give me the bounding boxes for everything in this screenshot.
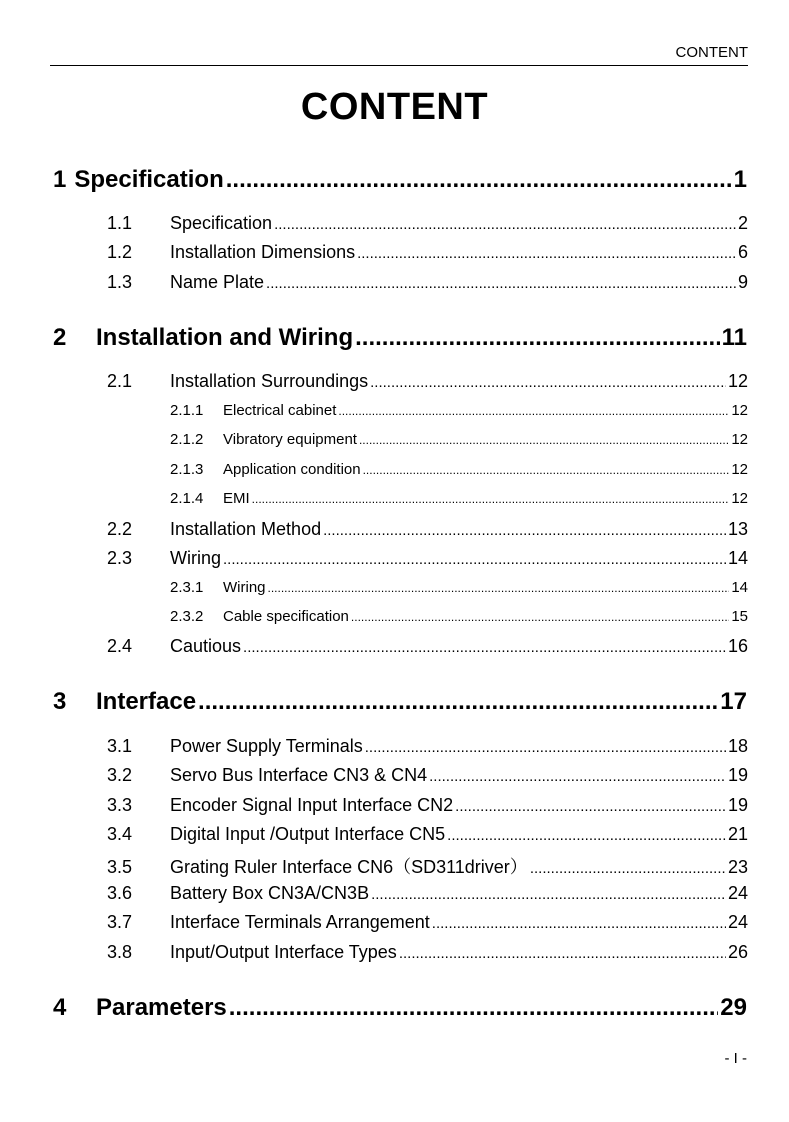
toc-leader (370, 374, 726, 391)
toc-entry-title: Interface Terminals Arrangement (170, 912, 430, 932)
toc-entry[interactable] (170, 579, 748, 596)
toc-entry-page: 18 (727, 736, 748, 756)
toc-entry-page: 24 (727, 912, 748, 932)
toc-entry-page: 12 (731, 402, 748, 419)
toc-entry-title: Power Supply Terminals (170, 736, 363, 756)
toc-entry[interactable] (107, 795, 748, 816)
toc-leader (351, 610, 729, 624)
toc-entry-number: 1.1 (107, 213, 133, 233)
toc-leader (252, 492, 730, 506)
toc-entry-page: 19 (727, 795, 748, 815)
toc-entry[interactable] (107, 736, 748, 757)
toc-leader (359, 433, 729, 447)
toc-leader (323, 522, 726, 539)
toc-entry-title: Installation Method (170, 519, 322, 539)
toc-entry-number: 1.2 (107, 242, 133, 262)
toc-entry[interactable] (107, 942, 748, 963)
toc-entry-title: EMI (223, 490, 250, 507)
toc-entry-number: 3.2 (107, 765, 133, 785)
toc-entry[interactable] (107, 912, 748, 933)
toc-entry-number: 2.4 (107, 636, 133, 656)
toc-leader (266, 275, 736, 292)
toc-entry[interactable] (170, 402, 748, 419)
toc-entry-title: Vibratory equipment (223, 431, 357, 448)
toc-leader (357, 245, 736, 262)
toc-entry-number: 4 (53, 994, 67, 1021)
toc-entry-number: 2.1.4 (170, 490, 204, 507)
toc-entry-page: 12 (731, 431, 748, 448)
toc-leader (223, 551, 726, 568)
toc-entry-page: 19 (727, 765, 748, 785)
toc-entry-title: Battery Box CN3A/CN3B (170, 883, 370, 903)
page-title: CONTENT (300, 86, 489, 128)
toc-entry[interactable] (107, 242, 748, 263)
toc-entry-title: Application condition (223, 461, 361, 478)
toc-leader (455, 798, 726, 815)
toc-entry-title: Cautious (170, 636, 242, 656)
toc-entry[interactable] (53, 324, 747, 352)
toc-entry[interactable] (170, 431, 748, 448)
toc-entry-title: Servo Bus Interface CN3 & CN4 (170, 765, 428, 785)
toc-entry-page: 11 (721, 324, 747, 351)
page-number: - I - (724, 1050, 747, 1067)
toc-entry-page: 24 (727, 883, 748, 903)
toc-entry-title: Specification (170, 213, 273, 233)
toc-leader (338, 404, 729, 418)
toc-entry-number: 3 (53, 688, 67, 715)
toc-entry[interactable] (170, 608, 748, 625)
toc-entry-page: 6 (737, 242, 748, 262)
toc-entry-page: 21 (727, 824, 748, 844)
toc-entry-title: Interface (96, 688, 197, 715)
toc-entry-page: 17 (720, 688, 747, 715)
toc-leader (226, 166, 732, 194)
toc-entry[interactable] (107, 824, 748, 845)
toc-entry-page: 1 (733, 166, 747, 193)
toc-leader (198, 688, 718, 716)
toc-entry-page: 13 (727, 519, 748, 539)
toc-entry-number: 2.3 (107, 548, 133, 568)
toc-leader (274, 216, 736, 233)
toc-entry[interactable] (53, 994, 747, 1022)
toc-entry-number: 2.3.1 (170, 579, 204, 596)
toc-entry-page: 16 (727, 636, 748, 656)
toc-entry-title: Wiring (223, 579, 266, 596)
toc-entry[interactable] (107, 272, 748, 293)
toc-entry[interactable] (107, 213, 748, 234)
toc-leader (268, 581, 730, 595)
toc-leader (371, 886, 726, 903)
toc-entry-page: 12 (731, 461, 748, 478)
toc-entry[interactable] (107, 519, 748, 540)
toc-entry-title: Wiring (170, 548, 222, 568)
toc-entry-title: Installation and Wiring (96, 324, 354, 351)
toc-leader (432, 915, 726, 932)
toc-entry-title: Installation Surroundings (170, 371, 369, 391)
toc-leader (363, 463, 730, 477)
running-header: CONTENT (675, 44, 748, 61)
toc-entry-page: 9 (737, 272, 748, 292)
toc-entry[interactable] (170, 490, 748, 507)
toc-entry-title: Specification (74, 166, 224, 193)
toc-entry-title: Parameters (96, 994, 227, 1021)
toc-entry-title: Installation Dimensions (170, 242, 356, 262)
toc-entry-title: Electrical cabinet (223, 402, 337, 419)
toc-entry-number: 3.4 (107, 824, 133, 844)
toc-entry[interactable] (170, 461, 748, 478)
toc-entry-title: Encoder Signal Input Interface CN2 (170, 795, 454, 815)
toc-entry-number: 2.1.1 (170, 402, 204, 419)
toc-leader (447, 827, 726, 844)
toc-entry[interactable] (107, 636, 748, 657)
toc-entry-number: 2.2 (107, 519, 133, 539)
toc-leader (365, 739, 726, 756)
toc-entry-page: 29 (720, 994, 747, 1021)
toc-entry-page: 12 (727, 371, 748, 391)
toc-leader (355, 324, 720, 352)
toc-entry[interactable] (107, 371, 748, 392)
toc-entry-number: 3.8 (107, 942, 133, 962)
toc-entry-number: 2.1 (107, 371, 133, 391)
toc-entry[interactable] (53, 166, 747, 194)
toc-entry-title: Digital Input /Output Interface CN5 (170, 824, 446, 844)
toc-entry-number: 1.3 (107, 272, 133, 292)
toc-entry-page: 26 (727, 942, 748, 962)
toc-entry[interactable] (107, 853, 748, 879)
toc-entry[interactable] (107, 883, 748, 904)
header-rule (50, 65, 748, 66)
toc-entry-page: 12 (731, 490, 748, 507)
toc-entry-number: 2.1.3 (170, 461, 204, 478)
toc-entry-page: 2 (737, 213, 748, 233)
toc-entry-number: 3.3 (107, 795, 133, 815)
toc-entry-title: Grating Ruler Interface CN6（SD311driver） (170, 857, 528, 877)
toc-entry[interactable] (107, 548, 748, 569)
toc-leader (229, 994, 719, 1022)
toc-entry[interactable] (53, 688, 747, 716)
toc-entry-page: 23 (727, 857, 748, 877)
toc-leader (243, 639, 726, 656)
toc-entry-title: Input/Output Interface Types (170, 942, 397, 962)
toc-entry-number: 3.1 (107, 736, 133, 756)
toc-entry-number: 3.7 (107, 912, 133, 932)
toc-entry-number: 1 (53, 166, 67, 193)
toc-entry-title: Cable specification (223, 608, 349, 625)
toc-entry-number: 2 (53, 324, 67, 351)
toc-entry-title: Name Plate (170, 272, 265, 292)
toc-entry-number: 3.6 (107, 883, 133, 903)
toc-entry-number: 3.5 (107, 857, 133, 877)
toc-entry[interactable] (107, 765, 748, 786)
toc-entry-page: 15 (731, 608, 748, 625)
toc-entry-number: 2.1.2 (170, 431, 204, 448)
toc-entry-page: 14 (731, 579, 748, 596)
toc-leader (530, 860, 726, 877)
toc-leader (429, 768, 726, 785)
toc-leader (399, 945, 726, 962)
toc-entry-page: 14 (727, 548, 748, 568)
toc-entry-number: 2.3.2 (170, 608, 204, 625)
